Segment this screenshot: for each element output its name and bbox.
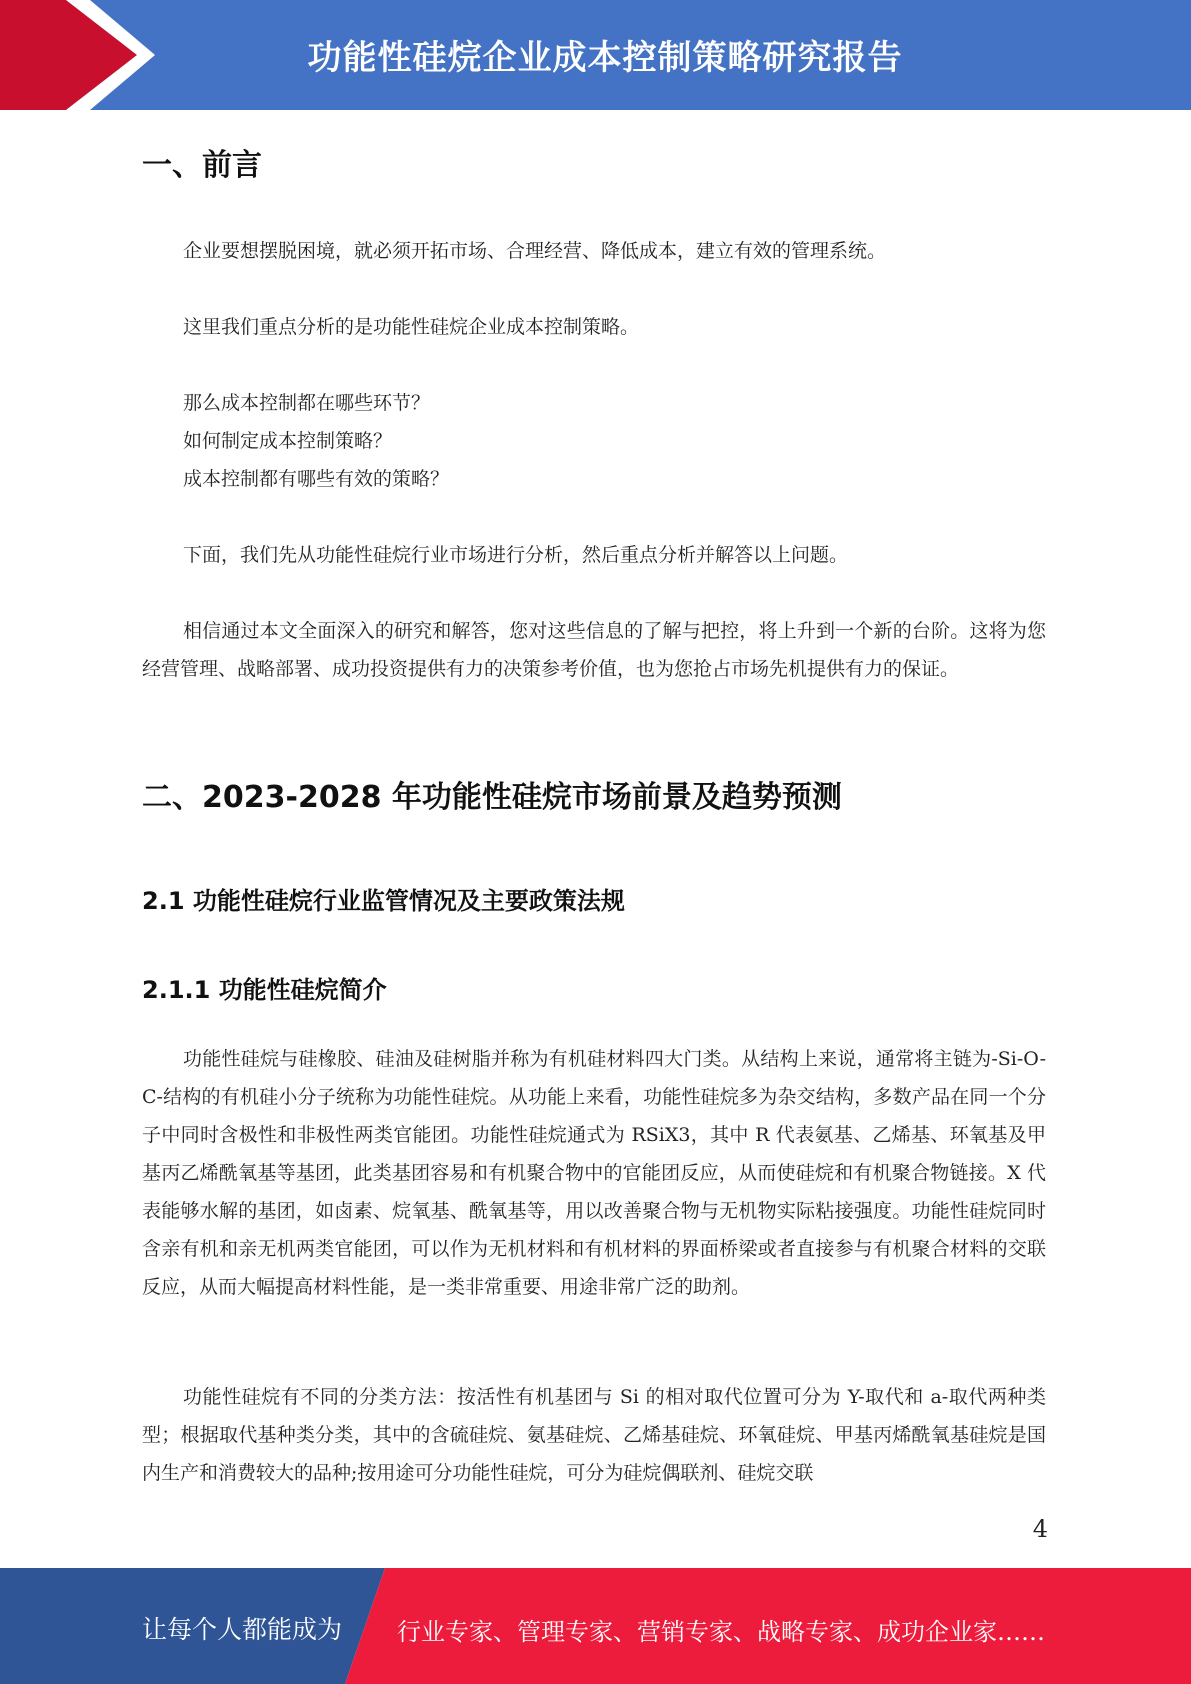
- page-header: [0, 0, 1191, 110]
- question-line: 成本控制都有哪些有效的策略？: [183, 468, 450, 490]
- report-title: 功能性硅烷企业成本控制策略研究报告: [307, 38, 903, 78]
- paragraph: 相信通过本文全面深入的研究和解答，您对这些信息的了解与把控，将上升到一个新的台阶。这将为您经营管理、战略部署、成功投资提供有力的决策参考价值，也为您抢占市场先机提供有力的保证。: [142, 620, 1046, 680]
- paragraph: 下面，我们先从功能性硅烷行业市场进行分析，然后重点分析并解答以上问题。: [183, 544, 849, 566]
- page-footer: [0, 1568, 1191, 1684]
- question-line: 那么成本控制都在哪些环节？: [183, 392, 431, 414]
- paragraph: 企业要想摆脱困境，就必须开拓市场、合理经营、降低成本，建立有效的管理系统。: [183, 240, 887, 262]
- footer-slogan-right: 行业专家、管理专家、营销专家、战略专家、成功企业家……: [397, 1618, 1045, 1646]
- paragraph: 功能性硅烷有不同的分类方法：按活性有机基团与 Si 的相对取代位置可分为 Y-取代和 a-取代两种类型；根据取代基种类分类，其中的含硫硅烷、氨基硅烷、乙烯基硅烷、环氧硅烷、甲基丙烯酰氧基硅烷是国内生产和消费较大的品种;按用途可分功能性硅烷，可分为硅烷偶联剂、硅烷交联: [142, 1386, 1046, 1484]
- paragraph: 这里我们重点分析的是功能性硅烷企业成本控制策略。: [183, 316, 640, 338]
- question-line: 如何制定成本控制策略？: [183, 430, 393, 452]
- footer-slogan-left: 让每个人都能成为: [142, 1615, 343, 1644]
- paragraph: 功能性硅烷与硅橡胶、硅油及硅树脂并称为有机硅材料四大门类。从结构上来说，通常将主链为-Si-O-C-结构的有机硅小分子统称为功能性硅烷。从功能上来看，功能性硅烷多为杂交结构，多数产品在同一个分子中同时含极性和非极性两类官能团。功能性硅烷通式为 RSiX3，其中 R 代表氨基、乙烯基、环氧基及甲基丙乙烯酰氧基等基团，此类基团容易和有机聚合物中的官能团反应，从而使硅烷和有机聚合物链接。X 代表能够水解的基团，如卤素、烷氧基、酰氧基等，用以改善聚合物与无机物实际粘接强度。功能性硅烷同时含亲有机和亲无机两类官能团，可以作为无机材料和有机材料的界面桥梁或者直接参与有机聚合材料的交联反应，从而大幅提高材料性能，是一类非常重要、用途非常广泛的助剂。: [142, 1048, 1046, 1298]
- section-1-heading: 一、前言: [142, 148, 262, 183]
- subsection-2-1-heading: 2.1 功能性硅烷行业监管情况及主要政策法规: [142, 887, 625, 915]
- subsection-2-1-1-heading: 2.1.1 功能性硅烷简介: [142, 976, 387, 1004]
- section-2-heading: 二、2023-2028 年功能性硅烷市场前景及趋势预测: [142, 780, 842, 815]
- page-number: 4: [1032, 1515, 1048, 1543]
